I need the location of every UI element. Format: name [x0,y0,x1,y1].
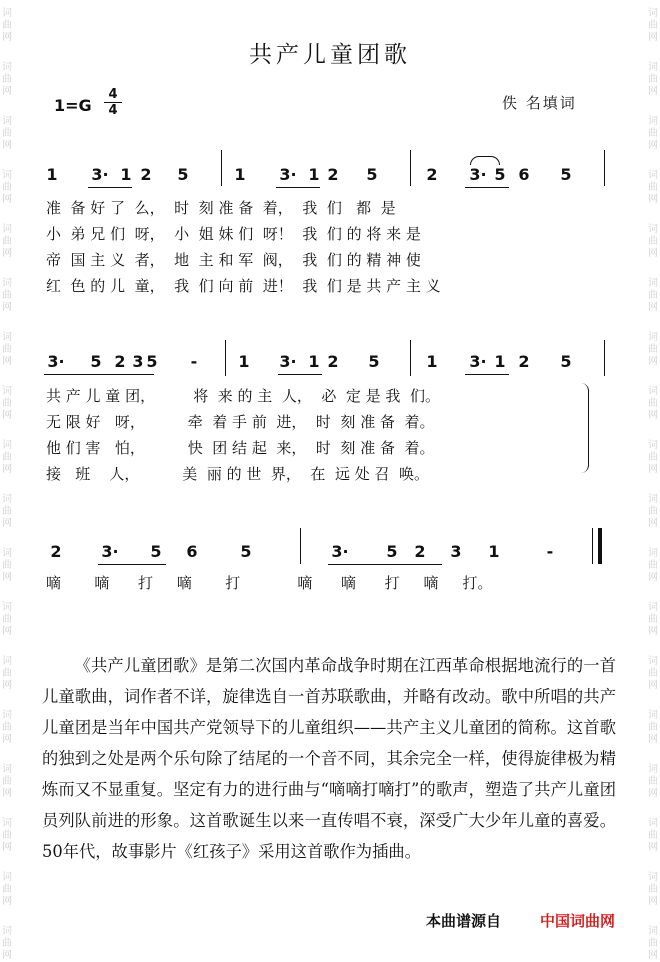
watermark-text: 词 曲 网 [648,332,658,367]
note: 3· [279,165,297,184]
final-bar-line [592,528,593,564]
note: 1 [494,352,506,371]
lyric-line: 接 班 人， 美 丽 的 世 界， 在 远 处 召 唤。 [46,465,430,483]
note: 3· [279,352,297,371]
watermark-text: 词 曲 网 [648,710,658,745]
note: 5 [90,352,102,371]
slur [470,156,500,165]
note: 2 [140,165,152,184]
beam [465,187,509,188]
watermark-text: 词 曲 网 [648,386,658,421]
verse-brace [580,383,589,473]
watermark-text: 词 曲 网 [2,548,12,583]
note: 3· [331,542,349,561]
watermark-text: 词 曲 网 [2,494,12,529]
note: 3· [469,165,487,184]
lyric-line: 帝 国 主 义 者， 地 主 和 军 阀， 我 们 的 精 神 使 [46,251,421,269]
note: 1 [46,165,58,184]
watermark-text: 词 曲 网 [648,926,658,961]
lyric-line: 准 备 好 了 么， 时 刻 准 备 着， 我 们 都 是 [46,199,396,217]
note: 5 [240,542,252,561]
final-bar-line-thick [598,528,602,564]
source-site-link[interactable]: 中国词曲网 [540,912,616,930]
watermark-text: 词 曲 网 [648,494,658,529]
watermark-text: 词 曲 网 [2,116,12,151]
bar-line [410,340,411,376]
lyric-line: 嘀 嘀 打 嘀 打 嘀 嘀 打 嘀 打。 [46,574,493,592]
time-signature [104,88,122,117]
note: - [546,542,554,561]
beam [88,187,132,188]
watermark-text: 词 曲 网 [2,710,12,745]
watermark-text: 词 曲 网 [648,818,658,853]
watermark-text: 词 曲 网 [2,656,12,691]
watermark-text: 词 曲 网 [648,278,658,313]
note: 1 [234,165,246,184]
note: 1 [488,542,500,561]
watermark-text: 词 曲 网 [2,818,12,853]
note: 2 [518,352,530,371]
watermark-text: 词 曲 网 [2,386,12,421]
watermark-right [646,0,660,959]
bar-line [300,528,301,564]
lyric-line: 红 色 的 儿 童， 我 们 向 前 进！ 我 们 是 共 产 主 义 [46,277,441,295]
note: 1 [426,352,438,371]
watermark-text: 词 曲 网 [648,440,658,475]
watermark-text: 词 曲 网 [2,224,12,259]
watermark-text: 词 曲 网 [648,764,658,799]
note: 5 [150,542,162,561]
notation-line-2 [0,352,660,376]
note: 2 [414,542,426,561]
note: 3· [101,542,119,561]
beam [276,187,320,188]
note: 5 [494,165,506,184]
beam [44,374,154,375]
note: 1 [308,352,320,371]
bar-line [604,150,605,186]
lyric-line: 无 限 好 呀， 牵 着 手 前 进， 时 刻 准 备 着。 [46,413,435,431]
watermark-text: 词 曲 网 [648,116,658,151]
beam [98,564,166,565]
note: 3 [132,352,144,371]
notation-line-1 [0,165,660,189]
note: 5 [146,352,158,371]
watermark-text: 词 曲 网 [2,332,12,367]
watermark-text: 词 曲 网 [648,602,658,637]
note: 5 [366,165,378,184]
note: 3 [450,542,462,561]
song-title: 共产儿童团歌 [249,42,411,68]
watermark-text: 词 曲 网 [2,62,12,97]
watermark-text: 词 曲 网 [648,62,658,97]
lyricist-credit: 佚 名填词 [502,94,577,112]
note: 5 [560,352,572,371]
bar-line [410,150,411,186]
note: 2 [327,352,339,371]
note: 1 [238,352,250,371]
note: 1 [120,165,132,184]
notation-line-3 [0,542,660,566]
bar-line [225,340,226,376]
time-signature-bottom: 4 [108,103,118,118]
bar-line [604,340,605,376]
key-signature: 1=G [54,96,92,115]
watermark-text: 词 曲 网 [2,170,12,205]
note: 3· [47,352,65,371]
watermark-text: 词 曲 网 [2,440,12,475]
note: 6 [186,542,198,561]
watermark-text: 词 曲 网 [2,764,12,799]
watermark-left [0,0,14,959]
beam [278,374,322,375]
beam [328,564,442,565]
note: 5 [560,165,572,184]
watermark-text: 词 曲 网 [648,170,658,205]
note: 2 [426,165,438,184]
source-label: 本曲谱源自 [426,912,502,930]
note: 5 [386,542,398,561]
watermark-text: 词 曲 网 [648,8,658,43]
watermark-text: 词 曲 网 [2,872,12,907]
lyric-line: 他 们 害 怕， 快 团 结 起 来， 时 刻 准 备 着。 [46,439,435,457]
note: 1 [308,165,320,184]
note: 3· [91,165,109,184]
bar-line [221,150,222,186]
watermark-text: 词 曲 网 [648,872,658,907]
note: 2 [327,165,339,184]
note: - [190,352,198,371]
watermark-text: 词 曲 网 [2,8,12,43]
watermark-text: 词 曲 网 [2,602,12,637]
watermark-text: 词 曲 网 [2,926,12,961]
beam [465,374,509,375]
song-description: 《共产儿童团歌》是第二次国内革命战争时期在江西革命根据地流行的一首儿童歌曲，词作者不详，旋律选自一首苏联歌曲，并略有改动。歌中所唱的共产儿童团是当年中国共产党领导下的儿童组织——共产主义儿童团的简称。这首歌的独到之处是两个乐句除了结尾的一个音不同，其余完全一样，使得旋律极为精炼而又不显重复。坚定有力的进行曲与“嘀嘀打嘀打”的歌声，塑造了共产儿童团员列队前进的形象。这首歌诞生以来一直传唱不衰，深受广大少年儿童的喜爱。50年代，故事影片《红孩子》采用这首歌作为插曲。 [42,656,616,861]
watermark-text: 词 曲 网 [2,278,12,313]
watermark-text: 词 曲 网 [648,656,658,691]
time-signature-top: 4 [108,87,118,102]
lyric-line: 共 产 儿 童 团， 将 来 的 主 人， 必 定 是 我 们。 [46,387,440,405]
watermark-text: 词 曲 网 [648,548,658,583]
watermark-text: 词 曲 网 [648,224,658,259]
note: 3· [469,352,487,371]
note: 2 [114,352,126,371]
note: 6 [518,165,530,184]
note: 2 [50,542,62,561]
note: 5 [368,352,380,371]
lyric-line: 小 弟 兄 们 呀， 小 姐 妹 们 呀！ 我 们 的 将 来 是 [46,225,421,243]
note: 5 [177,165,189,184]
